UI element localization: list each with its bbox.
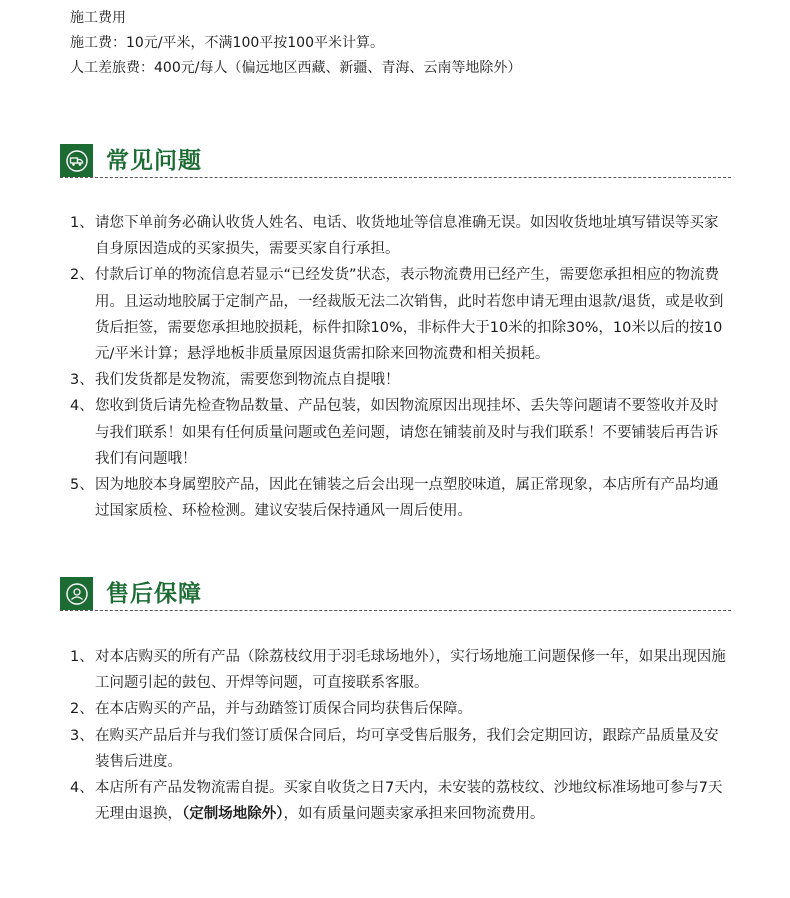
faq-list [70,210,730,524]
item-number: 2、 [70,267,94,284]
faq-header [60,144,731,180]
faq-title: 常见问题 [106,148,202,174]
list-item [70,262,730,367]
travel-fee: 人工差旅费：400元/每人（偏远地区西藏、新疆、青海、云南等地除外） [70,60,522,76]
customer-service-icon [60,577,93,610]
item-number: 4、 [70,398,94,415]
list-item [70,472,730,524]
after-sales-title: 售后保障 [106,581,202,607]
item-number: 1、 [70,215,94,231]
item-text: 在购买产品后并与我们签订质保合同后，均可享受售后服务，我们会定期回访，跟踪产品质量及安装售后进度。 [95,727,719,770]
fees-block [70,6,521,81]
list-item [70,644,730,696]
item-text: 付款后订单的物流信息若显示“已经发货”状态，表示物流费用已经产生，需要您承担相应的物流费用。且运动地胶属于定制产品，一经裁版无法二次销售，此时若您申请无理由退款/退货，或是收到货后拒签，需要您承担地胶损耗，标件扣除10%，非标件大于10米的扣除30%，10米以后的按10元/平米计算；悬浮地板非质量原因退货需扣除来回物流费和相关损耗。 [95,267,724,363]
item-text-bold: （定制场地除外） [182,806,284,823]
item-number: 2、 [70,701,94,718]
list-item [70,210,730,262]
list-item [70,367,730,393]
item-text: 我们发货都是发物流，需要您到物流点自提哦！ [95,372,400,389]
item-text: 您收到货后请先检查物品数量、产品包装，如因物流原因出现挂坏、丢失等问题请不要签收并及时与我们联系！如果有任何质量问题或色差问题，请您在铺装前及时与我们联系！不要铺装后再告诉我们有问题哦！ [95,398,719,467]
after-sales-list [70,644,730,827]
item-text: 对本店购买的所有产品（除荔枝纹用于羽毛球场地外），实行场地施工问题保修一年，如果出现因施工问题引起的鼓包、开焊等问题，可直接联系客服。 [95,649,726,692]
list-item [70,696,730,722]
delivery-truck-icon [60,144,93,177]
item-text: 本店所有产品发物流需自提。买家自收货之日7天内，未安装的荔枝纹、沙地纹标准场地可参与7天无理由退换， [95,780,723,823]
item-number: 3、 [70,372,94,389]
after-sales-divider [60,610,731,611]
item-text: 因为地胶本身属塑胶产品，因此在铺装之后会出现一点塑胶味道，属正常现象，本店所有产品均通过国家质检、环检检测。建议安装后保持通风一周后使用。 [95,477,719,520]
item-text: 请您下单前务必确认收货人姓名、电话、收货地址等信息准确无误。如因收货地址填写错误等买家自身原因造成的买家损失，需要买家自行承担。 [95,215,719,258]
item-number: 4、 [70,780,94,797]
construction-fee: 施工费：10元/平米，不满100平按100平米计算。 [70,35,384,51]
list-item [70,723,730,775]
faq-divider [60,177,731,178]
fees-heading: 施工费用 [70,10,126,26]
item-number: 3、 [70,727,94,744]
item-text: 在本店购买的产品，并与劲踏签订质保合同均获售后保障。 [95,701,472,718]
after-sales-header [60,577,731,613]
list-item [70,393,730,472]
item-number: 5、 [70,477,94,494]
list-item [70,775,730,827]
item-number: 1、 [70,649,94,665]
item-text: ，如有质量问题卖家承担来回物流费用。 [283,806,545,823]
